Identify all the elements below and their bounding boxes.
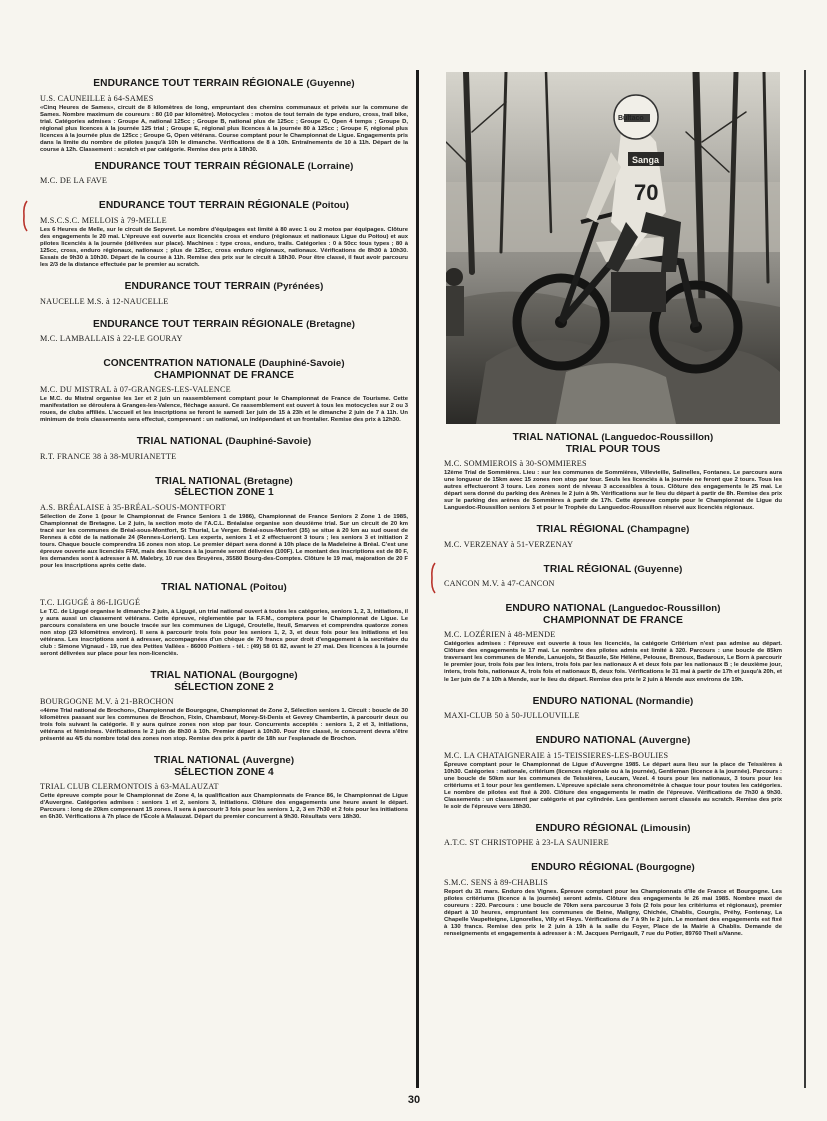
event-region: (Limousin) [640,822,691,834]
event-heading [444,823,782,835]
event-description: Les 6 Heures de Melle, sur le circuit de Sepvret. Le nombre d'équipages est limité à 80 avec 1 ou 2 motos par équipages. Clôture des engagements le 20 mai. L'épreuve est ouverte aux licenciés cross et enduro (régionaux et nationaux Ligue du Poitou) et aux pilotes licenciés à la journée (délivrées sur place). Machines : type cross, enduro, trails. Catégories : 0 à 50cc tous types ; 80 à 125cc, cross, enduro régionaux, nationaux ; plus de 125cc, cross enduro régionaux, nationaux. Vérifications de 8h30 à 10h30. Essais de 9h30 à 10h30. Départ de la course à 11h. Remise des prix sur le circuit à 18h30. Pour être classé, il faut avoir parcouru les 2/3 de la distance effectuée par le premier au scratch. [40,226,408,269]
event-title: ENDURANCE TOUT TERRAIN RÉGIONALE [93,78,304,89]
event-heading [40,200,408,212]
event-description: Sélection de Zone 1 (pour le Championnat de France Seniors 1 de 1986), Championnat de France Seniors 2 Zone 1 de 1985, Championnat de Bretagne. Le 2 juin, la section moto de l'A.C.L. Bréalaise organise son deuxième trial. Sur un circuit de 20 km tracé sur les communes de Bréal-sous-Montfort, St Thurial, Le Verger. Bréal-sous-Monfort (35) se situe à 20 km au sud ouest de Rennes à côté de la nationale 24 (Rennes-Lorient). Les experts, seniors 1 et 2 effectueront 3 tours ; les seniors 3 et initiation 2 tours. Chaque boucle comprendra 16 zones non stop. Le premier départ sera donné à 10h place de la Madeleine à Bréal. C'est une épreuve ouverte aux licenciés FFM, mais des licences à la journée seront délivrées (100F). Le montant des inscriptions est de 80 F, les demandes sont à adresser à M. Malebry, 10 rue des Bruyères, 35580 Bourg-des-Comptes. Clôture le 19 mai, majoration de 20 F pour les inscriptions après cette date. [40,513,408,570]
club-name: M.C. DE LA FAVE [40,176,108,186]
event-region: (Languedoc-Roussillon) [608,603,721,615]
event-heading [40,582,408,594]
event-heading [40,281,408,293]
event-heading [444,603,782,626]
event-listing [40,476,408,570]
event-listing [40,582,408,658]
event-description: Le T.C. de Ligugé organise le dimanche 2 juin, à Ligugé, un trial national ouvert à toutes les catégories, seniors 1, 2, 3, initiations, il y aura aussi un classement vétérans. Cette épreuve, réglementée par la F.F.M., comptera pour le Championnat de Ligue. Le parcours consistera en une boucle tracée sur les communes de Ligugé, Croutelle, Iteuil, Smarves et comprendra quatorze zones non stop (23 kilomètres environ). Il sera à parcourir trois fois pour les seniors 1, 2, 3, et deux fois pour les initiations et les vétérans. Les inscriptions sont à adresser, accompagnées d'un chèque de 70 francs pour droit d'engagement à la secrétaire du club : Simone Vignaud - 19, rue des Petites Vallées - 86000 Poitiers - tél. : (49) 58 01 82, avant le 27 mai. Des licences à la journée seront délivrées sur place pour les non-licenciés. [40,608,408,657]
event-region: (Bourgogne) [636,862,695,874]
event-region: (Bretagne) [306,318,356,330]
event-title: TRIAL RÉGIONAL [543,563,632,575]
event-heading [40,476,408,499]
event-listing [40,281,408,307]
club-name: M.C. LAMBALLAIS à 22-LE GOURAY [40,334,183,344]
event-title: ENDURO RÉGIONAL [535,822,638,834]
club-name: M.C. VERZENAY à 51-VERZENAY [444,539,574,549]
event-title: CONCENTRATION NATIONALE [103,358,256,370]
club-name: A.T.C. ST CHRISTOPHE à 23-LA SAUNIERE [444,838,609,848]
event-region: (Guyenne) [306,78,355,89]
event-title: TRIAL NATIONAL [150,670,237,681]
event-title: TRIAL NATIONAL [153,755,240,767]
event-listing [444,524,782,550]
event-listing [444,603,782,683]
event-region: (Champagne) [627,524,690,536]
event-title: ENDURANCE TOUT TERRAIN RÉGIONALE [94,160,305,172]
club-name: U.S. CAUNEILLE à 64-SAMES [40,93,154,103]
event-region: (Languedoc-Roussillon) [601,432,714,443]
trial-rider-photo [446,72,780,424]
event-listing [444,862,782,938]
event-heading [40,319,408,331]
event-heading [444,696,782,708]
event-description: «4ème Trial national de Brochon», Championnat de Bourgogne, Championnat de Zone 2, Sélection seniors 1. Circuit : boucle de 30 kilomètres passant sur les communes de Brochon, Fixin, Chambœuf, Morey-St-Denis et Gevrey Chambertin, à parcourir deux ou trois fois suivant la catégorie. Il y aura quinze zones non stop par tour. Concurrents acceptés : seniors 1, 2 et 3, initiations, vétérans et féminines. Vérifications le 2 juin de 8h30 à 10h. Premier départ à 10h30. Pour être classé, le concurrent devra s'être présenté au 4/5 du nombre total des zones non stop. Remise des prix à partir de 18h sur l'esplanade de Brochon. [40,708,408,743]
club-name: CANCON M.V. à 47-CANCON [444,579,555,589]
club-name: BOURGOGNE M.V. à 21-BROCHON [40,697,174,706]
event-subtitle: CHAMPIONNAT DE FRANCE [542,614,683,626]
margin-bracket-mark [430,562,436,594]
event-title: TRIAL RÉGIONAL [536,524,625,536]
event-listing [40,78,408,154]
event-subtitle: SÉLECTION ZONE 1 [174,487,274,499]
event-title: ENDURO RÉGIONAL [531,862,634,874]
event-subtitle: SÉLECTION ZONE 4 [174,766,274,778]
club-name: M.C. LA CHATAIGNERAIE à 15-TEISSIERES-LES-BOULIES [444,750,669,760]
event-region: (Normandie) [635,695,694,707]
club-name: TRIAL CLUB CLERMONTOIS à 63-MALAUZAT [40,782,219,792]
event-listing [444,432,782,512]
club-name: MAXI-CLUB 50 à 50-JULLOUVILLE [444,711,580,721]
event-heading [444,432,782,455]
club-name: NAUCELLE M.S. à 12-NAUCELLE [40,296,169,306]
club-name: R.T. FRANCE 38 à 38-MURIANETTE [40,451,177,461]
event-region: (Dauphiné-Savoie) [258,358,345,370]
event-region: (Bourgogne) [239,670,298,681]
page-number: 30 [407,1094,421,1106]
event-description: Le M.C. du Mistral organise les 1er et 2 juin un rassemblement comptant pour le Championnat de France de Tourisme. Cette manifestation se déroulera à Granges-les-Valence, fléchage assuré. Ce rassemblement est ouvert à tous les motocycles sur 2 ou 3 roues, de clubs affiliés. L'accueil et les inscriptions se feront le samedi 1er juin de 15 à 23h et le dimanche 2 juin de 7 à 11h. Un minimum de trois classements sera effectué, comprenant : un national, un indépendant et un frontalier. Remise des prix à 12h30. [40,396,408,424]
event-heading [40,161,408,173]
event-listing [40,319,408,345]
club-name: A.S. BRÉALAISE à 35-BRÉAL-SOUS-MONTFORT [40,502,226,512]
event-listing [444,696,782,722]
event-listing [40,161,408,187]
event-listing [444,735,782,811]
event-heading [40,670,408,693]
event-description: Catégories admises : l'épreuve est ouverte à tous les licenciés, la catégorie Critérium n'est pas admise au départ. Clôture des engagements le 17 mai. Le nombre des pilotes admis est limité à 320. Parcours : une boucle de 85km traversant les communes de Mende, Lanuejols, St Bauzile, Ste Hélène, Pelouse, Brenoux, Badaroux, Le Born à parcourir le premier jour, trois fois par les inters, trois fois par les nationaux A et deux fois par les nationaux B ; le deuxième jour, inters, trois fois, nationaux A, trois fois et nationaux B, deux fois. Vérifications le 31 mai à partir de 17h et jusqu'à 20h, et le 1er juin de 7 à 10h à Mende, sur le lieu du départ. Remise des prix le 2 juin à Mende aux environs de 19h. [444,641,782,683]
club-name: M.S.C.S.C. MELLOIS à 79-MELLE [40,215,167,225]
event-description: Report du 31 mars. Enduro des Vignes. Épreuve comptant pour les Championnats d'Ile de France et Bourgogne. Les pilotes critériums (licence à la journée) seront admis. Clôture des engagements le 26 mai 1985. Nombre maxi de coureurs : 220. Parcours : une boucle de 70km sera parcourue 3 fois (2 fois pour les critériums et régionaux), premier départ à 10 heures, empruntant les communes de Beine, Maligny, Chichée, Chablis, Courgis, Préhy, Fontenay, La Chapelle Vaupelteigne, Lignorelles, Villy et Fleys. Vérifications de 7 à 9h le 2 juin. Le montant des engagements est fixé à 130 francs. Remise des prix le 2 juin à 19h à la salle du Foyer, Place de la Mairie à Chablis. Demande de renseignements et engagements à adresser à : M. Jacques Perrigault, 7 rue du Potier, 89760 Theil s/Vanne. [444,888,782,938]
event-title: ENDURO NATIONAL [532,695,633,707]
helmet-decal-text: Bultaco [618,115,644,122]
club-name: M.C. LOZÉRIEN à 48-MENDE [444,630,556,640]
event-listing [40,670,408,743]
event-listing [40,200,408,269]
event-title: TRIAL NATIONAL [512,432,599,443]
event-title: ENDURO NATIONAL [505,603,606,615]
event-region: (Auvergne) [638,735,691,747]
event-title: TRIAL NATIONAL [161,582,247,594]
club-name: S.M.C. SENS à 89-CHABLIS [444,877,548,887]
club-name: T.C. LIGUGÉ à 86-LIGUGÉ [40,597,141,607]
event-listing [40,358,408,424]
event-title: TRIAL NATIONAL [136,436,223,448]
event-listing [40,755,408,821]
club-name: M.C. DU MISTRAL à 07-GRANGES-LES-VALENCE [40,385,231,395]
page-edge-rule [804,70,806,1088]
right-column [444,432,782,938]
event-title: ENDURANCE TOUT TERRAIN [124,281,271,293]
event-title: ENDURANCE TOUT TERRAIN RÉGIONALE [92,318,304,330]
event-region: (Bretagne) [243,475,293,487]
event-title: TRIAL NATIONAL [155,475,241,487]
event-description: 12ème Trial de Sommières. Lieu : sur les communes de Sommières, Villevieille, Salinelles, Fontanes. Le parcours aura une longueur de 15km avec 15 zones non stop par tour. Seuls les licenciés à la journée ne feront que 2 tours. Tous les autres effectueront 3 tours. Les zones sont de niveau 3 accessibles à tous. Clôture des engagements le 25 mai. Le départ sera donné du parking des Arènes le 2 juin à 9h. Vérifications sur le lieu du départ à partir de 8h. Remise des prix sur le parking des arènes de Sommières à partir de 17h. Cette épreuve compte pour le Championnat de Ligue du Languedoc-Roussillon seniors 3 et pour le Trophée du Languedoc-Roussillon réservé aux licenciés régionaux. [444,470,782,512]
event-listing [40,436,408,462]
club-name: M.C. SOMMIEROIS à 30-SOMMIERES [444,459,587,468]
event-region: (Poitou) [312,200,350,212]
event-title: ENDURANCE TOUT TERRAIN RÉGIONALE [98,200,310,212]
event-region: (Auvergne) [242,755,295,767]
event-heading [40,436,408,448]
event-title: ENDURO NATIONAL [535,735,636,747]
event-description: «Cinq Heures de Sames», circuit de 8 kilomètres de long, empruntant des chemins communaux et privés sur la commune de Sames. Nombre maximum de coureurs : 80 (10 par kilomètre). Motocycles : motos de tout terrain de type enduro, cross, trail bike, trial. Catégories admises : Groupe A, national 125cc ; Groupe B, national plus de 125cc ; Groupe C, Open 4 temps ; Groupe D, régional plus licences à la journée 125 trial ; Groupe E, régional plus licences à la journée 80 à 125cc ; Groupe F, régional plus licences à la journée plus de 125cc ; Groupe G, Open vétérans. Course comptant pour le Championnat de Ligue. Engagements pris dans la limite du nombre de pilotes jusqu'à 10h le dimanche. Vérifications de 8 à 10h. Entraînements de 10 à 11h. Départ de la course à 12h. Classement : scratch et par catégorie. Remise des prix à 18h30. [40,104,408,153]
event-subtitle: CHAMPIONNAT DE FRANCE [153,369,294,381]
event-listing [444,564,782,590]
event-region: (Guyenne) [634,563,683,575]
event-description: Épreuve comptant pour le Championnat de Ligue d'Auvergne 1985. Le départ aura lieu sur la place de Teissières à 10h30. Catégories : nationale, critérium (licences régionale ou à la journée), Gentleman (licence à la journée). Parcours : une boucle de 50km sur les communes de Teissières, Leucam, Vezel. 4 tours pour les nationaux, 3 tours pour les critériums et 1 tour pour les gentlemen. L'épreuve spéciale sera chronométrée à chaque tour pour toutes les catégories. Le nombre de pilotes est fixé à 200. Clôture des engagements le matin de l'épreuve. Vérifications de 7h30 à 9h30. Classements : un classement par catégorie et par cylindrée. Les gentlemen seront classés au scratch. Remise des prix le soir de l'épreuve vers 18h30. [444,761,782,810]
rider-bib-number: 70 [634,180,659,205]
event-region: (Lorraine) [307,160,354,172]
margin-bracket-mark [22,200,28,232]
tank-label: Sanga [632,155,660,165]
event-subtitle: SÉLECTION ZONE 2 [174,681,274,693]
left-column [40,78,408,821]
event-region: (Dauphiné-Savoie) [225,436,312,448]
column-divider [416,70,419,1088]
event-region: (Poitou) [249,582,287,594]
event-heading [40,358,408,381]
event-listing [444,823,782,849]
event-heading [40,78,408,90]
event-heading [444,524,782,536]
event-heading [444,564,782,576]
event-region: (Pyrénées) [273,281,324,293]
event-heading [444,735,782,747]
event-subtitle: TRIAL POUR TOUS [565,443,661,455]
event-heading [40,755,408,778]
event-description: Cette épreuve compte pour le Championnat de Zone 4, la qualification aux Championnats de France 86, le Championnat de Ligue d'Auvergne. Catégories admises : seniors 1 et 2, seniors 3, initiations. Clôture des engagements une heure avant le départ. Parcours : long de 20km comprenant 15 zones. Il sera à parcourir 3 fois pour les seniors 1, 2, 3 en 7h30 et 2 fois pour les initiations en 6h30. Vérifications à 7h place de l'École à Malauzat. Départ du premier concurrent à 9h30. Résultats vers 18h30. [40,793,408,821]
event-heading [444,862,782,874]
